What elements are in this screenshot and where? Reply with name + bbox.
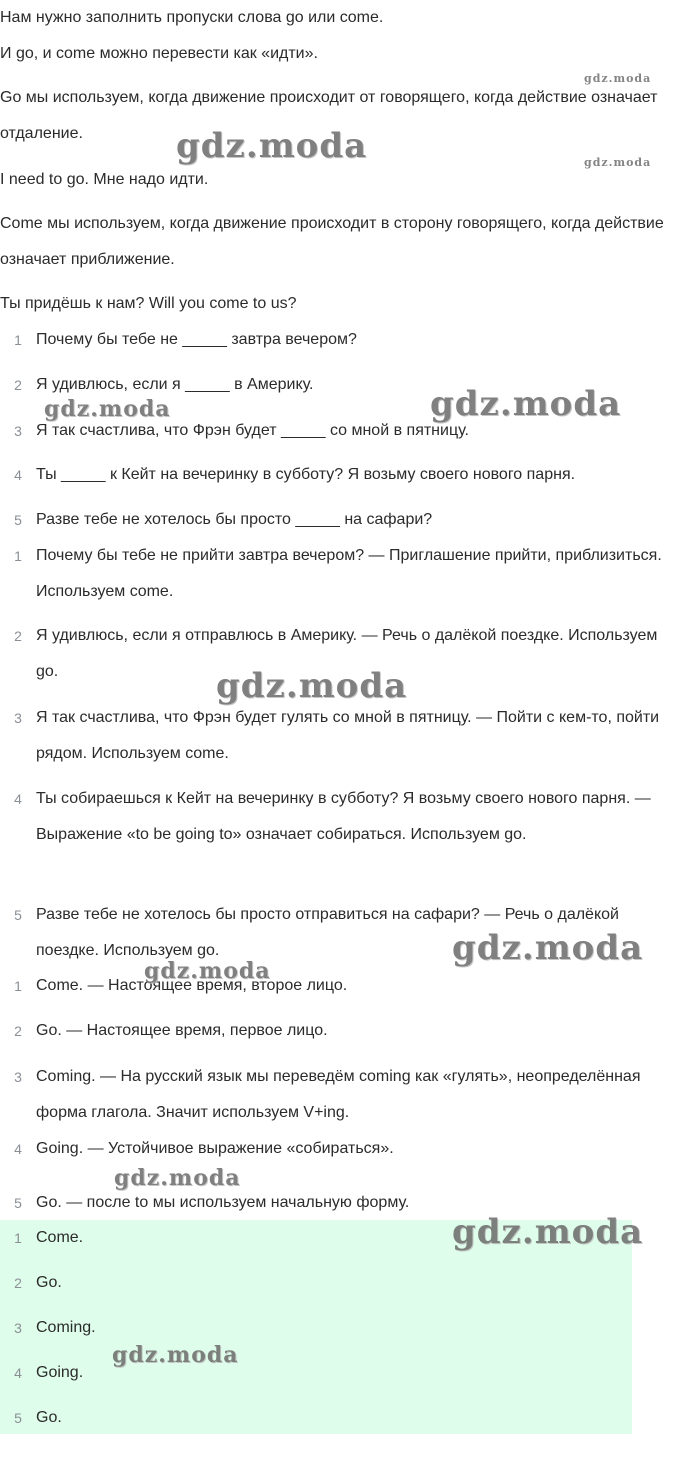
- watermark-logo: gdz.moda: [176, 126, 368, 166]
- form-item: [0, 1131, 680, 1167]
- answer-item: [0, 1400, 680, 1436]
- answer-item: [0, 1265, 680, 1301]
- item-number: 5: [14, 1195, 22, 1211]
- watermark-logo: gdz.moda: [114, 1165, 241, 1191]
- watermark-logo: gdz.moda: [452, 1212, 644, 1252]
- item-number: 3: [14, 423, 22, 439]
- form-item: [0, 968, 680, 1004]
- intro-paragraph: Ты придёшь к нам? Will you come to us?: [0, 295, 297, 312]
- item-number: 1: [14, 978, 22, 994]
- task-item: [0, 322, 680, 358]
- item-number: 4: [14, 791, 22, 807]
- item-number: 1: [14, 548, 22, 564]
- task-item: [0, 457, 680, 493]
- watermark-logo: gdz.moda: [112, 1342, 239, 1368]
- watermark-logo: gdz.moda: [430, 384, 622, 424]
- watermark-logo: gdz.moda: [584, 72, 652, 85]
- item-number: 5: [14, 1410, 22, 1426]
- item-number: 1: [14, 1230, 22, 1246]
- item-number: 1: [14, 332, 22, 348]
- watermark-logo: gdz.moda: [452, 928, 644, 968]
- item-text: Come. — Настоящее время, второе лицо.: [36, 977, 348, 994]
- item-text: Я так счастлива, что Фрэн будет _____ со мной в пятницу.: [36, 422, 469, 439]
- task-item: [0, 502, 680, 538]
- intro-paragraph: I need to go. Мне надо идти.: [0, 171, 209, 188]
- item-text: Come.: [36, 1229, 84, 1246]
- item-number: 2: [14, 1023, 22, 1039]
- item-text: Go. — Настоящее время, первое лицо.: [36, 1022, 328, 1039]
- item-number: 2: [14, 628, 22, 644]
- item-number: 4: [14, 1141, 22, 1157]
- intro-paragraph: Go мы используем, когда движение происходит от говорящего, когда действие означает отдаление.: [0, 89, 658, 142]
- form-item: [0, 1013, 680, 1049]
- answer-item: [0, 1355, 680, 1391]
- item-text: Разве тебе не хотелось бы просто отправиться на сафари? — Речь о далёкой поездке. Используем go.: [36, 906, 619, 959]
- watermark-logo: gdz.moda: [144, 958, 271, 984]
- item-number: 5: [14, 512, 22, 528]
- item-number: 3: [14, 1320, 22, 1336]
- item-text: Go.: [36, 1274, 62, 1291]
- item-text: Я удивлюсь, если я _____ в Америку.: [36, 376, 314, 393]
- item-text: Я удивлюсь, если я отправлюсь в Америку. — Речь о далёкой поездке. Используем go.: [36, 627, 658, 680]
- item-text: Ты собираешься к Кейт на вечеринку в субботу? Я возьму своего нового парня. — Выражение «to be going to» означает собираться. Используем go.: [36, 790, 651, 843]
- item-number: 2: [14, 377, 22, 393]
- answer-item: [0, 1310, 680, 1346]
- item-text: Ты _____ к Кейт на вечеринку в субботу? Я возьму своего нового парня.: [36, 466, 576, 483]
- watermark-logo: gdz.moda: [584, 156, 652, 169]
- intro-paragraph: Нам нужно заполнить пропуски слова go или come.: [0, 9, 384, 26]
- item-text: Going.: [36, 1364, 84, 1381]
- item-number: 2: [14, 1275, 22, 1291]
- item-number: 4: [14, 467, 22, 483]
- explanation-item: [0, 700, 680, 772]
- item-text: Going. — Устойчивое выражение «собираться».: [36, 1140, 394, 1157]
- item-text: Go. — после to мы используем начальную форму.: [36, 1194, 410, 1211]
- item-number: 4: [14, 1365, 22, 1381]
- intro-paragraph: Come мы используем, когда движение происходит в сторону говорящего, когда действие означает приближение.: [0, 215, 664, 268]
- intro-paragraph: И go, и come можно перевести как «идти».: [0, 45, 318, 62]
- item-text: Go.: [36, 1409, 62, 1426]
- explanation-item: [0, 538, 680, 610]
- watermark-logo: gdz.moda: [44, 396, 171, 422]
- item-text: Разве тебе не хотелось бы просто _____ на сафари?: [36, 511, 433, 528]
- item-text: Coming. — На русский язык мы переведём coming как «гулять», неопределённая форма глагола. Значит используем V+ing.: [36, 1068, 641, 1121]
- item-number: 5: [14, 907, 22, 923]
- watermark-logo: gdz.moda: [216, 666, 408, 706]
- item-number: 3: [14, 710, 22, 726]
- explanation-item: [0, 781, 680, 853]
- item-number: 3: [14, 1069, 22, 1085]
- item-text: Coming.: [36, 1319, 96, 1336]
- item-text: Я так счастлива, что Фрэн будет гулять со мной в пятницу. — Пойти с кем-то, пойти рядом. Используем come.: [36, 709, 660, 762]
- item-text: Почему бы тебе не _____ завтра вечером?: [36, 331, 357, 348]
- item-text: Почему бы тебе не прийти завтра вечером? — Приглашение прийти, приблизиться. Используем come.: [36, 547, 662, 600]
- form-item: [0, 1059, 680, 1131]
